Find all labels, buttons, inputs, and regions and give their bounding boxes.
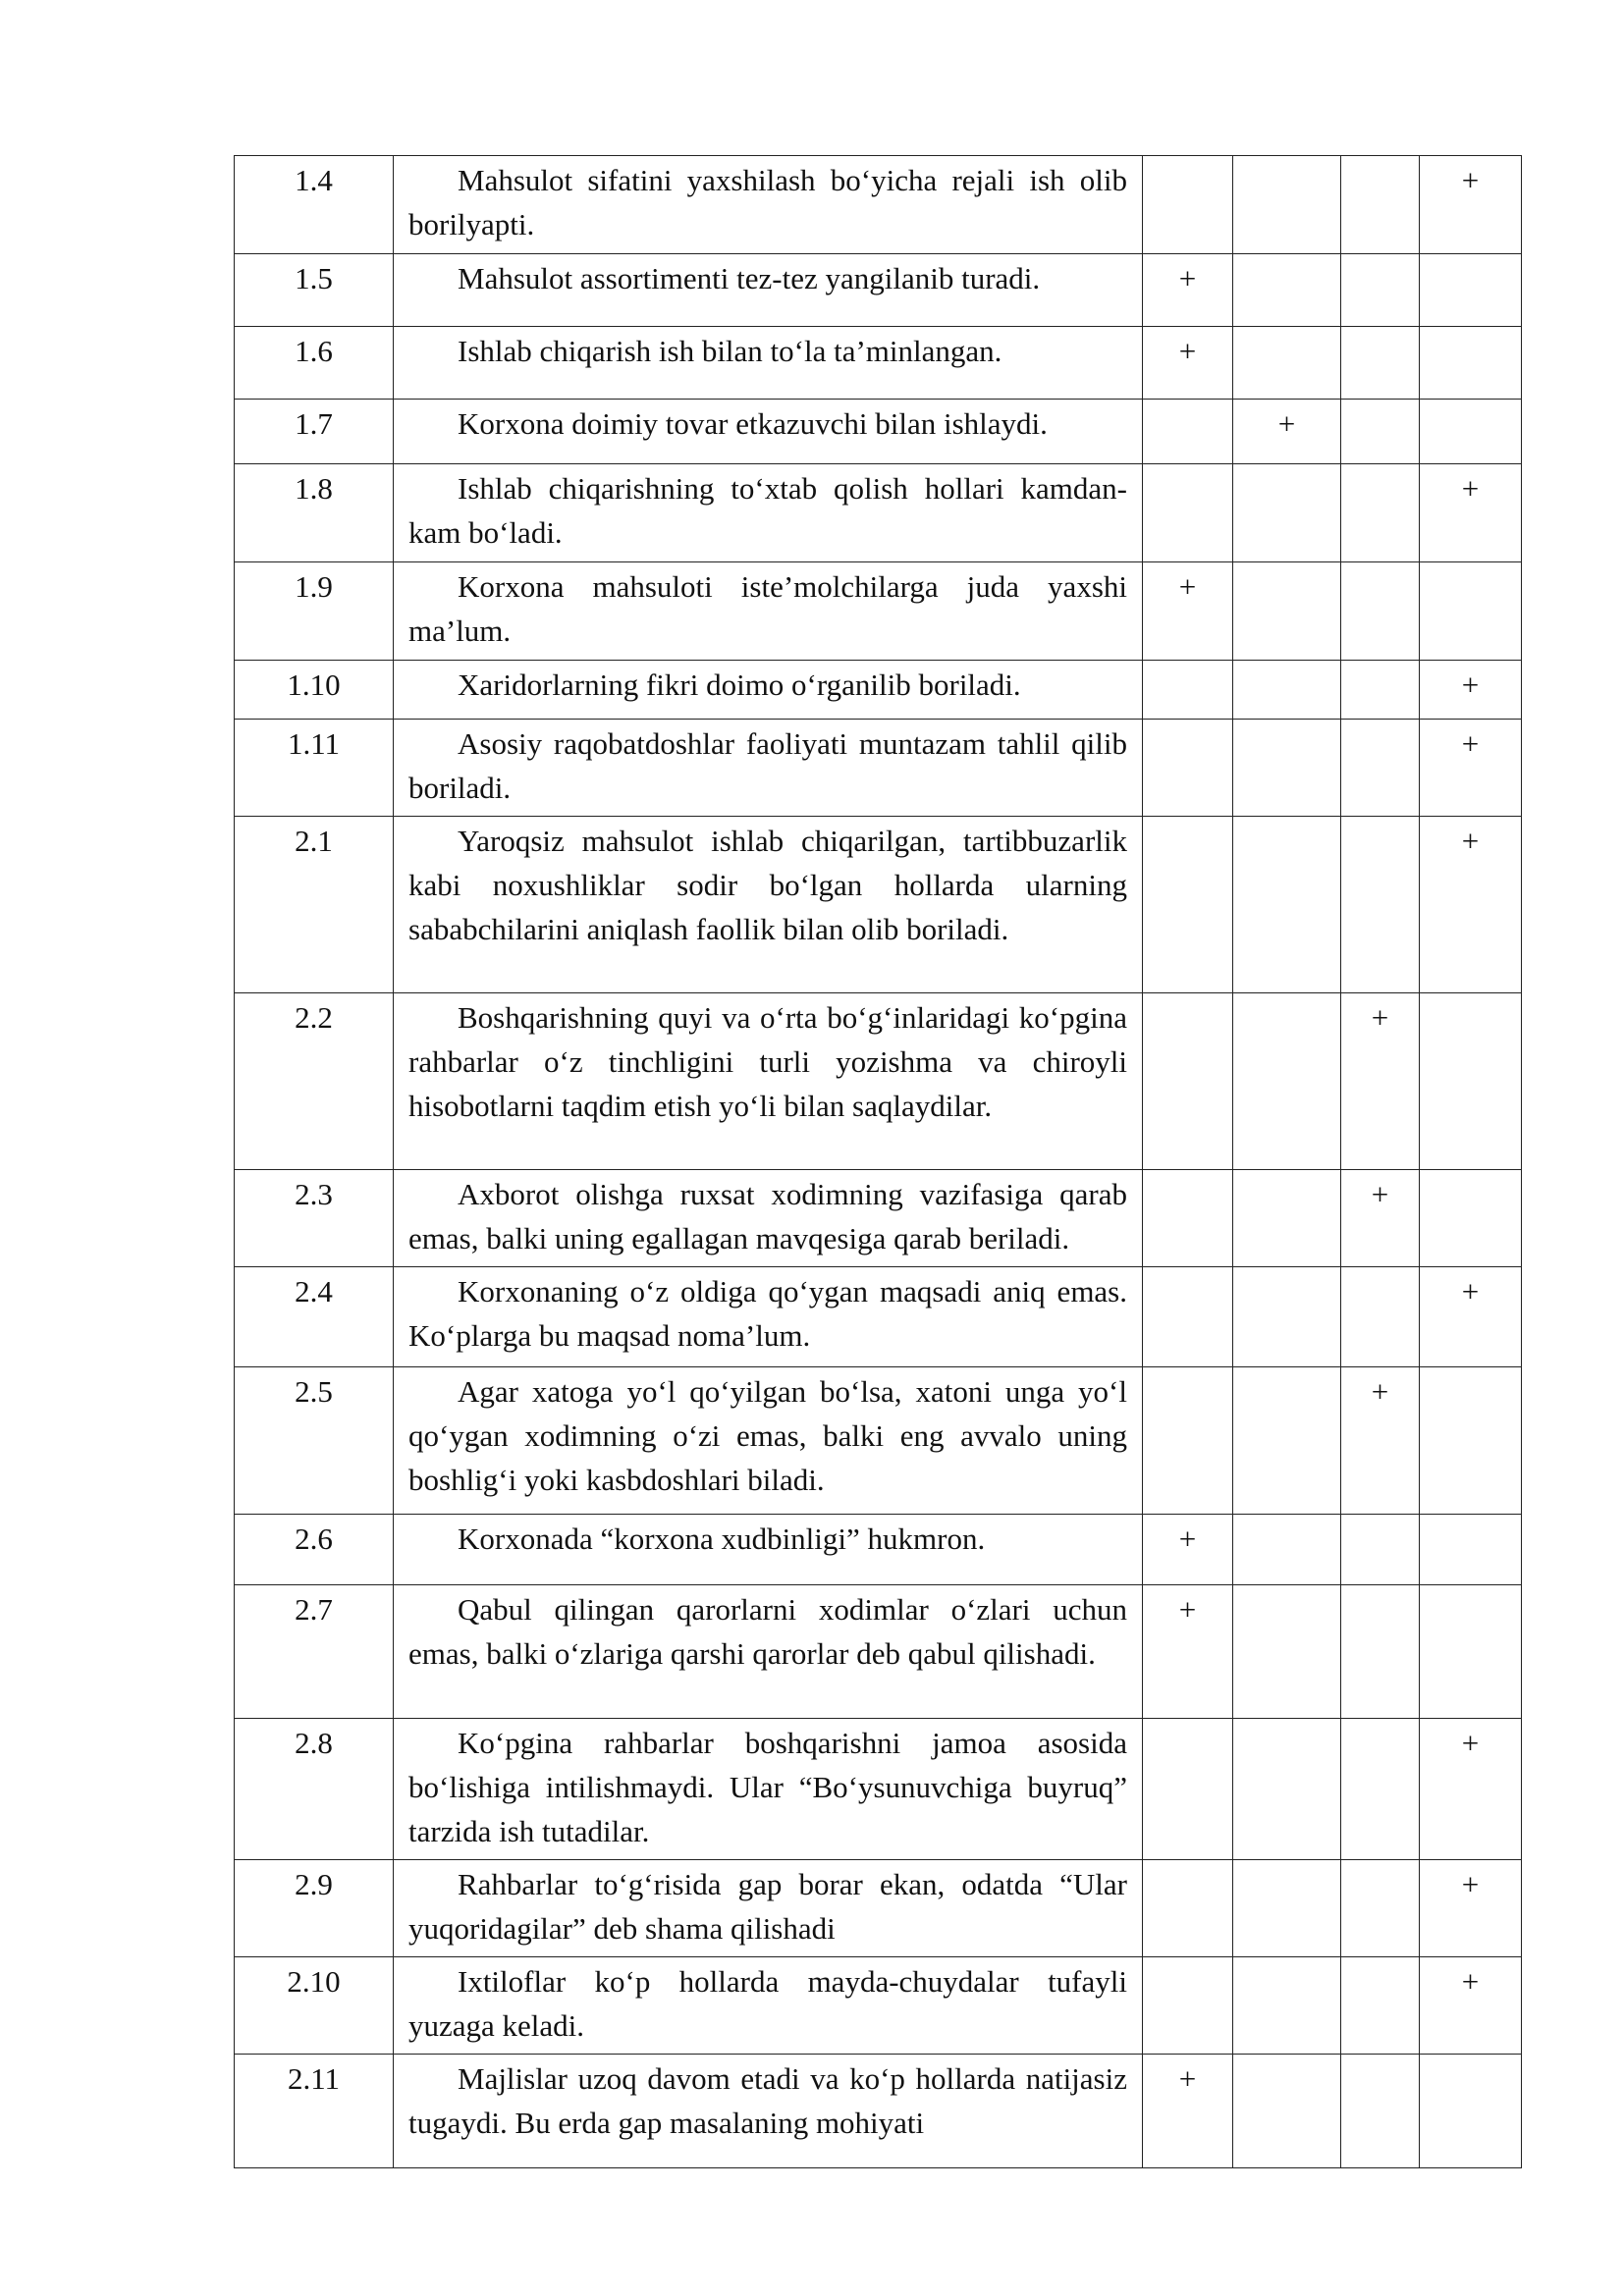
rating-cell-4 [1420,993,1522,1170]
row-number: 1.4 [235,156,394,254]
rating-cell-3 [1341,562,1420,661]
rating-cell-2 [1233,1515,1341,1585]
statement-cell [394,661,1143,720]
table-row [235,1585,1522,1719]
rating-cell-1 [1143,817,1233,993]
table-row [235,817,1522,993]
rating-cell-2 [1233,1957,1341,2055]
table-row [235,464,1522,562]
row-number: 1.10 [235,661,394,720]
statement-cell [394,1860,1143,1957]
row-number: 1.11 [235,720,394,817]
rating-cell-1: + [1143,327,1233,400]
statement-text: Agar xatoga yo‘l qo‘yilgan bo‘lsa, xatoni unga yo‘l qo‘ygan xodimning o‘zi emas, balki eng avvalo uning boshlig‘i yoki kasbdoshlari biladi. [408,1374,1127,1497]
statement-text: Rahbarlar to‘g‘risida gap borar ekan, odatda “Ular yuqoridagilar” deb shama qilishadi [408,1867,1127,1946]
rating-cell-1: + [1143,1585,1233,1719]
rating-cell-1 [1143,1719,1233,1860]
table-row [235,1515,1522,1585]
rating-cell-2 [1233,2055,1341,2168]
statement-text: Korxonada “korxona xudbinligi” hukmron. [458,1522,986,1556]
rating-cell-3 [1341,156,1420,254]
rating-cell-3 [1341,1267,1420,1367]
statement-cell [394,817,1143,993]
rating-cell-2 [1233,1367,1341,1515]
rating-cell-1 [1143,400,1233,464]
statement-text: Mahsulot sifatini yaxshilash bo‘yicha rejali ish olib borilyapti. [408,163,1127,241]
rating-cell-4 [1420,1585,1522,1719]
rating-cell-4 [1420,562,1522,661]
rating-cell-1 [1143,464,1233,562]
row-number: 2.7 [235,1585,394,1719]
rating-cell-1 [1143,993,1233,1170]
rating-cell-3 [1341,400,1420,464]
table-row [235,1719,1522,1860]
rating-cell-4: + [1420,661,1522,720]
rating-cell-1 [1143,1367,1233,1515]
rating-cell-4 [1420,400,1522,464]
rating-cell-3 [1341,1860,1420,1957]
statement-text: Ko‘pgina rahbarlar boshqarishni jamoa asosida bo‘lishiga intilishmaydi. Ular “Bo‘ysunuvchiga buyruq” tarzida ish tutadilar. [408,1726,1127,1848]
rating-cell-1 [1143,1267,1233,1367]
statement-cell [394,1957,1143,2055]
rating-cell-2: + [1233,400,1341,464]
rating-cell-4: + [1420,1267,1522,1367]
row-number: 1.9 [235,562,394,661]
rating-cell-4: + [1420,1860,1522,1957]
rating-cell-2 [1233,156,1341,254]
rating-cell-1: + [1143,2055,1233,2168]
statement-cell [394,1367,1143,1515]
rating-cell-3 [1341,327,1420,400]
row-number: 2.8 [235,1719,394,1860]
rating-cell-2 [1233,1860,1341,1957]
rating-cell-1 [1143,1170,1233,1267]
rating-cell-2 [1233,1719,1341,1860]
table-row [235,661,1522,720]
rating-cell-1: + [1143,1515,1233,1585]
statement-cell [394,400,1143,464]
row-number: 2.6 [235,1515,394,1585]
table-row [235,327,1522,400]
row-number: 2.11 [235,2055,394,2168]
rating-cell-4: + [1420,720,1522,817]
rating-cell-2 [1233,661,1341,720]
rating-cell-2 [1233,993,1341,1170]
rating-cell-2 [1233,720,1341,817]
statement-text: Qabul qilingan qarorlarni xodimlar o‘zlari uchun emas, balki o‘zlariga qarshi qarorlar deb qabul qilishadi. [408,1592,1127,1671]
rating-cell-1 [1143,720,1233,817]
statement-cell [394,156,1143,254]
table-row [235,1957,1522,2055]
rating-cell-2 [1233,1170,1341,1267]
rating-cell-4 [1420,327,1522,400]
rating-cell-4: + [1420,464,1522,562]
table-row [235,562,1522,661]
rating-cell-4 [1420,1515,1522,1585]
rating-cell-1 [1143,1957,1233,2055]
rating-cell-2 [1233,254,1341,327]
statement-cell [394,720,1143,817]
rating-cell-2 [1233,464,1341,562]
statement-cell [394,993,1143,1170]
rating-cell-4: + [1420,1719,1522,1860]
statement-cell [394,464,1143,562]
rating-cell-3 [1341,817,1420,993]
row-number: 2.3 [235,1170,394,1267]
survey-table [234,155,1522,2168]
rating-cell-4 [1420,1170,1522,1267]
table-row [235,156,1522,254]
row-number: 2.2 [235,993,394,1170]
rating-cell-2 [1233,1585,1341,1719]
row-number: 2.9 [235,1860,394,1957]
statement-text: Xaridorlarning fikri doimo o‘rganilib boriladi. [458,667,1021,702]
table-row [235,400,1522,464]
table-row [235,254,1522,327]
row-number: 1.7 [235,400,394,464]
row-number: 1.8 [235,464,394,562]
rating-cell-2 [1233,327,1341,400]
rating-cell-3 [1341,464,1420,562]
statement-cell [394,1515,1143,1585]
row-number: 2.1 [235,817,394,993]
rating-cell-4 [1420,254,1522,327]
statement-cell [394,1719,1143,1860]
rating-cell-2 [1233,1267,1341,1367]
statement-cell [394,562,1143,661]
table-row [235,2055,1522,2168]
row-number: 2.5 [235,1367,394,1515]
rating-cell-3 [1341,1585,1420,1719]
row-number: 2.4 [235,1267,394,1367]
rating-cell-3 [1341,2055,1420,2168]
statement-cell [394,1267,1143,1367]
statement-cell [394,2055,1143,2168]
rating-cell-3: + [1341,1170,1420,1267]
rating-cell-2 [1233,817,1341,993]
rating-cell-3 [1341,720,1420,817]
rating-cell-4 [1420,1367,1522,1515]
rating-cell-3 [1341,254,1420,327]
statement-text: Yaroqsiz mahsulot ishlab chiqarilgan, tartibbuzarlik kabi noxushliklar sodir bo‘lgan hollarda ularning sababchilarini aniqlash faollik bilan olib boriladi. [408,824,1127,946]
statement-text: Korxona mahsuloti iste’molchilarga juda yaxshi ma’lum. [408,569,1127,648]
row-number: 1.6 [235,327,394,400]
row-number: 1.5 [235,254,394,327]
rating-cell-3 [1341,1957,1420,2055]
table-row [235,720,1522,817]
table-row [235,993,1522,1170]
rating-cell-3 [1341,1719,1420,1860]
survey-table-body [235,156,1522,2168]
statement-cell [394,1585,1143,1719]
statement-text: Ishlab chiqarishning to‘xtab qolish hollari kamdan-kam bo‘ladi. [408,471,1127,550]
table-row [235,1860,1522,1957]
statement-text: Boshqarishning quyi va o‘rta bo‘g‘inlaridagi ko‘pgina rahbarlar o‘z tinchligini turli yozishma va chiroyli hisobotlarni taqdim etish yo‘li bilan saqlaydilar. [408,1000,1127,1123]
table-row [235,1367,1522,1515]
rating-cell-1 [1143,661,1233,720]
rating-cell-3 [1341,1515,1420,1585]
row-number: 2.10 [235,1957,394,2055]
statement-cell [394,254,1143,327]
table-row [235,1170,1522,1267]
statement-text: Korxonaning o‘z oldiga qo‘ygan maqsadi aniq emas. Ko‘plarga bu maqsad noma’lum. [408,1274,1127,1353]
statement-cell [394,1170,1143,1267]
statement-text: Majlislar uzoq davom etadi va ko‘p hollarda natijasiz tugaydi. Bu erda gap masalaning mohiyati [408,2061,1127,2140]
rating-cell-4: + [1420,817,1522,993]
statement-text: Asosiy raqobatdoshlar faoliyati muntazam tahlil qilib boriladi. [408,726,1127,805]
rating-cell-4 [1420,2055,1522,2168]
statement-text: Mahsulot assortimenti tez-tez yangilanib turadi. [458,261,1041,295]
rating-cell-3 [1341,661,1420,720]
statement-text: Korxona doimiy tovar etkazuvchi bilan ishlaydi. [458,406,1048,441]
rating-cell-1: + [1143,254,1233,327]
rating-cell-4: + [1420,156,1522,254]
rating-cell-3: + [1341,1367,1420,1515]
rating-cell-2 [1233,562,1341,661]
statement-text: Ixtiloflar ko‘p hollarda mayda-chuydalar tufayli yuzaga keladi. [408,1964,1127,2043]
rating-cell-1 [1143,1860,1233,1957]
table-row [235,1267,1522,1367]
rating-cell-1: + [1143,562,1233,661]
statement-text: Axborot olishga ruxsat xodimning vazifasiga qarab emas, balki uning egallagan mavqesiga qarab beriladi. [408,1177,1127,1255]
rating-cell-4: + [1420,1957,1522,2055]
statement-text: Ishlab chiqarish ish bilan to‘la ta’minlangan. [458,334,1002,368]
rating-cell-3: + [1341,993,1420,1170]
rating-cell-1 [1143,156,1233,254]
statement-cell [394,327,1143,400]
